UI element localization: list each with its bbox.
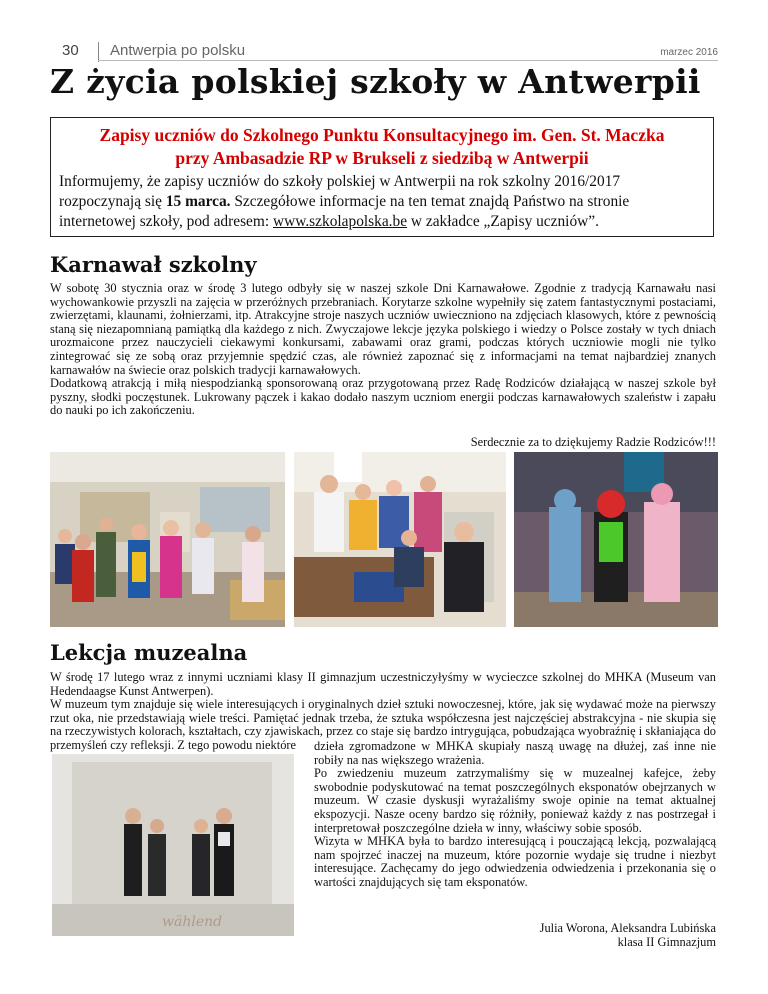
thanks-line: Serdecznie za to dziękujemy Radzie Rodziców!!!	[470, 435, 716, 449]
enrollment-notice	[50, 117, 714, 237]
notice-text-end: w zakładce „Zapisy uczniów”.	[407, 213, 599, 230]
svg-text:wählend: wählend	[162, 914, 223, 930]
museum-article-right	[314, 740, 716, 890]
museum-paragraph-2-cont: dzieła zgromadzone w MHKA skupiały naszą uwagę na dłużej, zaś inne nie robiły na nas większego wrażenia.	[314, 739, 716, 767]
museum-heading: Lekcja muzealna	[50, 640, 248, 665]
museum-paragraph-3: Po zwiedzeniu muzeum zatrzymaliśmy się w muzealnej kafejce, żeby swobodnie podyskutować na temat poszczególnych eksponatów obejrzanych w muzeum. W czasie dyskusji wyrażaliśmy swoje opinie na temat aktualnej ekspozycji. Nasze oceny bardzo się różniły, ponieważ każdy z nas postrzegał i interpretował poszczególne dzieła w inny, właściwy sobie sposób.	[314, 766, 716, 835]
carnival-photo-classroom-image	[50, 452, 285, 627]
museum-photo	[52, 754, 294, 936]
header-divider	[98, 42, 99, 62]
section-name: Antwerpia po polsku	[110, 42, 246, 59]
notice-heading-line2: przy Ambasadzie RP w Brukseli z siedzibą w Antwerpii	[175, 148, 589, 168]
karnawal-article	[50, 282, 716, 418]
header-rule	[98, 60, 718, 61]
article-authors	[480, 921, 716, 949]
page-title: Z życia polskiej szkoły w Antwerpii	[50, 62, 701, 101]
carnival-photo-corridor	[514, 452, 718, 627]
museum-paragraph-4: Wizyta w MHKA była to bardzo interesującą i pouczającą lekcją, pozwalającą nam spojrzeć inaczej na muzeum, które pozornie wydaje się trudne i niezbyt interesujące. Zachęcamy do jego odwiedzenia odwiedzenia i przekonania się o wartości znajdujących się tam eksponatów.	[314, 834, 716, 889]
carnival-photo-games	[294, 452, 506, 627]
school-url-link[interactable]: www.szkolapolska.be	[272, 213, 408, 230]
notice-heading-line1: Zapisy uczniów do Szkolnego Punktu Konsultacyjnego im. Gen. St. Maczka	[99, 125, 665, 145]
museum-photo-image	[52, 754, 294, 936]
notice-heading	[59, 124, 705, 170]
museum-paragraph-1: W środę 17 lutego wraz z innymi uczniami klasy II gimnazjum uczestniczyłyśmy w wycieczce szkolnej do MHKA (Museum van Hedendaagse Kunst Antwerpen).	[50, 670, 716, 698]
page-number: 30	[62, 42, 79, 59]
carnival-photo-games-image	[294, 452, 506, 627]
carnival-photo-corridor-image	[514, 452, 718, 627]
museum-paragraph-2: W muzeum tym znajduje się wiele interesujących i oryginalnych dzieł sztuki nowoczesnej, które, jak się wydawać może na pierwszy rzut oka, nie przedstawiają wiele treści. Pamiętać jednak trzeba, że sztuka współczesna jest najczęściej abstrakcyjna - nie skupia się na rzeczywistych kolorach, kształtach, czy zjawiskach, przez co staje się bardzo intrygująca, pobudzająca wyobraźnię i skłaniająca do przemyśleń czy refleksji. Z tego powodu niektóre	[50, 697, 716, 752]
notice-text	[59, 172, 705, 232]
karnawal-paragraph-2: Dodatkową atrakcją i miłą niespodzianką sponsorowaną oraz przygotowaną przez Radę Rodziców działającą w naszej szkole był pyszny, słodki poczęstunek. Lukrowany pączek i kakao dodało naszym uczniom energii podczas karnawałowych szaleństw i zapału do nauki po ich zakończeniu.	[50, 376, 716, 418]
notice-text-start: Informujemy, że zapisy uczniów do szkoły polskiej w Antwerpii na rok szkolny 2016/2017 rozpoczynają się	[59, 173, 621, 210]
karnawal-heading: Karnawał szkolny	[50, 252, 257, 277]
carnival-photo-classroom	[50, 452, 285, 627]
karnawal-paragraph-1: W sobotę 30 stycznia oraz w środę 3 lutego odbyły się w naszej szkole Dni Karnawałowe. Zgodnie z tradycją Karnawału nasi wychowankowie przyszli na zajęcia w przeróżnych przebraniach. Korytarze szkolne wypełniły się zatem fantastycznymi postaciami, zwierzętami, klaunami, żołnierzami, itp. Atrakcyjne stroje naszych uczniów uwieczniono na zdjęciach klasowych, które z pewnością staną się niezapomnianą pamiątką dla każdego z nich. Zwyczajowe lekcje języka polskiego i wiedzy o Polsce zostały w tych dniach urozmaicone przez nauczycieli ciekawymi konkursami, zabawami oraz grami, podczas których uczniowie mogli nie tylko zintegrować się ze sobą oraz przyjemnie spędzić czas, ale również zapoznać się z informacjami na temat najbardziej znanych karnawałów na świecie oraz polskich tradycji karnawałowych.	[50, 281, 716, 377]
authors-class: klasa II Gimnazjum	[617, 935, 716, 949]
page-header	[62, 42, 718, 62]
issue-date: marzec 2016	[660, 47, 718, 58]
authors-names: Julia Worona, Aleksandra Lubińska	[539, 921, 716, 935]
notice-date: 15 marca.	[165, 193, 231, 210]
notice-text-middle: Szczegółowe informacje na ten temat znajdą Państwo na stronie internetowej szkoły, pod adresem:	[59, 193, 630, 230]
